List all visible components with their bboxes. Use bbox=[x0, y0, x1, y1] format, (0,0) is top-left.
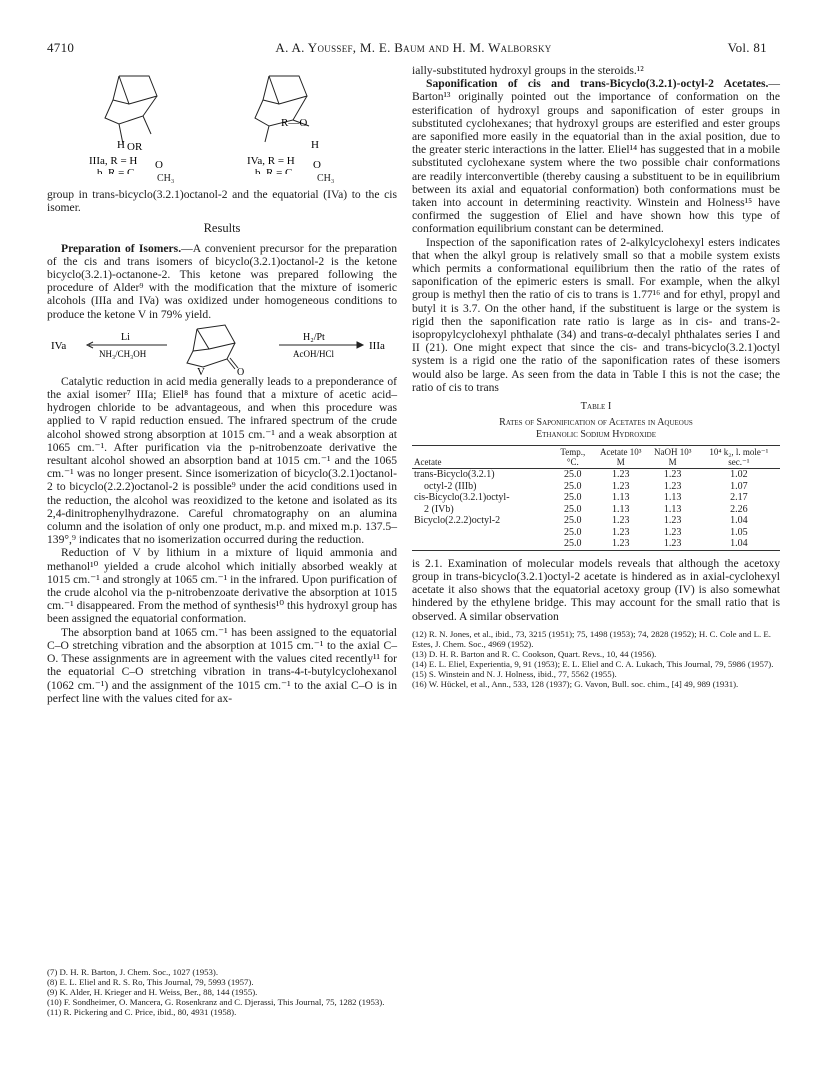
scheme-v-label: V bbox=[197, 365, 205, 375]
col-header-acetate: Acetate bbox=[412, 446, 552, 469]
table-cell: 1.23 bbox=[648, 538, 698, 550]
table-cell: 2 (IVb) bbox=[424, 503, 454, 515]
fig-methyl-labels bbox=[47, 174, 397, 188]
fig-left-or: OR bbox=[127, 141, 143, 153]
footnote-7: (7) D. H. R. Barton, J. Chem. Soc., 1027 (1953). bbox=[47, 967, 219, 977]
table-cell: octyl-2 (IIIb) bbox=[424, 480, 477, 492]
table-cell: 1.23 bbox=[611, 480, 630, 492]
table-title bbox=[412, 417, 780, 441]
footnote-14: (14) E. L. Eliel, Experientia, 9, 91 (1953); E. L. Eliel and C. A. Lukach, This Journal, 79, 5986 (1957). bbox=[412, 658, 774, 669]
table-cell: 1.23 bbox=[663, 515, 682, 527]
scheme-li-label: Li bbox=[121, 331, 130, 343]
right-footnotes bbox=[412, 629, 780, 689]
table-body bbox=[412, 469, 780, 551]
table-cell: cis-Bicyclo(3.2.1)octyl- bbox=[414, 492, 510, 504]
table-cell: 1.23 bbox=[611, 469, 630, 481]
table-cell: 25.0 bbox=[564, 526, 582, 538]
fig-left-ch3: CH₃ bbox=[157, 173, 175, 184]
col-header-naoh-conc: NaOH 10³ M bbox=[648, 446, 698, 469]
table-cell: 1.07 bbox=[730, 480, 748, 492]
fig-left-caption-b: b, R = C bbox=[97, 167, 135, 174]
right-continuation-paragraph: ially-substituted hydroxyl groups in the steroids.¹² bbox=[412, 64, 644, 77]
table-cell bbox=[412, 527, 552, 539]
col-header-rate-constant: 10⁴ k₂, l. mole⁻¹ sec.⁻¹ bbox=[698, 446, 780, 469]
table-title-line-2: Ethanolic Sodium Hydroxide bbox=[536, 429, 656, 441]
table-header-row bbox=[412, 446, 780, 469]
paragraph-inspection: Inspection of the saponification rates of 2-alkylcyclohexyl esters indicates that when the alkyl group is relatively small so that a mobile system exists which permits a conformational equilibrium then the ratio of the rates of saponification of the epimeric esters is small. For example, when the alkyl group is methyl then the ratio of cis to trans is 1.77¹⁶ and for ethyl, propyl and butyl it is 3.7. On the other hand, if the substituent is large or the system is rigid then the saponification rate ratio is large as in cis- and trans-2-isopropylcyclohexyl phthalate (34) and trans-α-decalyl phthalates series I and II (21). One might expect that since the cis- and trans-bicyclo(3.2.1)octyl system is a rigid one the ratio of the saponification rates of these isomers would also be large. As seen from the data in Table I this is not the case; the ratio of cis to trans bbox=[412, 235, 780, 394]
table-cell: 1.13 bbox=[663, 492, 682, 504]
fig-left-h: H bbox=[117, 139, 125, 151]
structure-figure-iii-iv bbox=[47, 64, 397, 174]
right-column bbox=[412, 64, 780, 689]
table-row bbox=[412, 469, 780, 481]
paragraph-preparation bbox=[47, 242, 397, 321]
fig-right-caption-a: IVa, R = H bbox=[247, 155, 295, 167]
bicyclooctanol-structures bbox=[47, 64, 397, 174]
table-cell: 25.0 bbox=[564, 480, 582, 492]
fig-right-o: O bbox=[313, 159, 321, 171]
run-in-head-preparation: Preparation of Isomers. bbox=[61, 241, 182, 255]
table-cell: 25.0 bbox=[564, 492, 582, 504]
table-cell: 1.23 bbox=[663, 526, 682, 538]
table-row bbox=[412, 481, 780, 493]
table-cell: trans-Bicyclo(3.2.1) bbox=[414, 469, 495, 481]
paragraph-preparation-body: —A convenient precursor for the preparation of the cis and trans isomers of bicyclo(3.2.1)octanol-2 is the ketone bicyclo(3.2.1)-octanone-2. This ketone was prepared following the procedure of Alder⁹ with the modification that the mixture of isomeric alcohols (IIIa and IVa) was oxidized under homogeneous conditions to produce the ketone V in 79% yield. bbox=[47, 241, 397, 321]
table-row bbox=[412, 515, 780, 527]
fig-right-ch3: CH₃ bbox=[317, 173, 335, 184]
footnote-8: (8) E. L. Eliel and R. S. Ro, This Journal, 79, 5993 (1957). bbox=[47, 977, 254, 987]
table-row bbox=[412, 538, 780, 550]
rates-table bbox=[412, 445, 780, 551]
table-cell: 1.05 bbox=[730, 526, 748, 538]
table-title-line-1: Rates of Saponification of Acetates in Aqueous bbox=[499, 417, 693, 429]
reaction-scheme bbox=[47, 321, 397, 375]
paragraph-catalytic-reduction: Catalytic reduction in acid media generally leads to a preponderance of the axial isomer⁷ IIIa; Eliel⁸ has found that a mixture of acetic acid–hydrogen chloride to be advantageous, and when this procedure was applied to V rapid reduction ensued. The infrared spectrum of the crude alcohol showed strong absorption at 1015 cm.⁻¹ and a weak absorption at 1065 cm.⁻¹. After purification via the p-nitrobenzoate derivative the resultant alcohol showed an absorption band at 1015 cm.⁻¹ and the 1065 cm.⁻¹ was no longer present. Since isomerization of bicyclo(3.2.1)octanol-2 to bicyclo(2.2.2)octanol-2 is possible⁹ under the acid conditions used in the reduction, the alcohol was reoxidized to the ketone and isolated as its 2,4-dinitrophenylhydrazone. Careful chromatography on an alumina column and the isolation of only one product, m.p. and mixed m.p. 137.5–139°,⁹ indicates that no isomerization occurred during the reduction. bbox=[47, 374, 397, 547]
paragraph-molecular-models: is 2.1. Examination of molecular models reveals that although the acetoxy group in trans-bicyclo(3.2.1)octyl-2 acetate is hindered as in axial-cyclohexyl acetate it also shows that the equatorial acetoxy group (IV) is also somewhat hindered by the ethylene bridge. This may account for the small ratio that is observed. A similar observation bbox=[412, 556, 780, 623]
table-cell: 2.26 bbox=[730, 503, 748, 515]
scheme-right-conditions: AcOH/HCl bbox=[293, 348, 334, 359]
table-cell: 1.04 bbox=[730, 515, 748, 527]
table-cell: 25.0 bbox=[564, 515, 582, 527]
col-header-temp: Temp., °C. bbox=[552, 446, 594, 469]
section-title-results: Results bbox=[203, 221, 241, 236]
table-cell: 1.02 bbox=[730, 469, 748, 481]
fig-right-ro: R—O bbox=[281, 117, 308, 129]
fig-right-h: H bbox=[311, 139, 319, 151]
page-number: 4710 bbox=[47, 40, 75, 55]
table-cell: 1.23 bbox=[663, 469, 682, 481]
table-row bbox=[412, 492, 780, 504]
scheme-o-label: O bbox=[237, 366, 245, 375]
table-row bbox=[412, 504, 780, 516]
fig-left-caption-a: IIIa, R = H bbox=[89, 155, 138, 167]
col-header-acetate-conc: Acetate 10³ M bbox=[594, 446, 648, 469]
footnote-15: (15) S. Winstein and N. J. Holness, ibid., 77, 5562 (1955). bbox=[412, 668, 617, 679]
table-row bbox=[412, 527, 780, 539]
paragraph-absorption-band: The absorption band at 1065 cm.⁻¹ has been assigned to the equatorial C–O stretching vibration and the absorption at 1015 cm.⁻¹ to the axial C–O. These assignments are in agreement with the values cited recently¹¹ for the equatorial C–O stretching vibration in trans-4-t-butylcyclohexanol (1062 cm.⁻¹) and the assignment of the 1015 cm.⁻¹ to the axial C–O is in perfect line with the values cited for ax- bbox=[47, 625, 397, 705]
table-cell: 25.0 bbox=[564, 469, 582, 481]
fig-right-caption-b: b, R = C bbox=[255, 167, 293, 174]
scheme-iiia-label: IIIa bbox=[369, 339, 385, 352]
table-cell: Bicyclo(2.2.2)octyl-2 bbox=[414, 515, 501, 527]
running-header-authors: A. A. Youssef, M. E. Baum and H. M. Walborsky bbox=[275, 40, 552, 55]
footnote-11: (11) R. Pickering and C. Price, ibid., 80, 4931 (1958). bbox=[47, 1007, 237, 1017]
footnote-10: (10) F. Sondheimer, O. Mancera, G. Rosenkranz and C. Djerassi, This Journal, 75, 1282 (1953). bbox=[47, 997, 385, 1007]
table-caption: Table I bbox=[580, 401, 612, 413]
table-cell: 1.23 bbox=[663, 480, 682, 492]
paragraph-saponification bbox=[412, 77, 780, 235]
table-cell: 1.13 bbox=[663, 503, 682, 515]
table-cell: 1.04 bbox=[698, 538, 780, 550]
footnote-13: (13) D. H. R. Barton and R. C. Cookson, Quart. Revs., 10, 44 (1956). bbox=[412, 648, 657, 659]
table-cell: 2.17 bbox=[730, 492, 748, 504]
left-column bbox=[47, 64, 397, 705]
scheme-ivb-label: IVa bbox=[51, 339, 67, 352]
table-cell: 1.13 bbox=[611, 503, 630, 515]
table-cell: 1.23 bbox=[611, 526, 630, 538]
left-intro-paragraph: group in trans-bicyclo(3.2.1)octanol-2 and the equatorial (IVa) to the cis isomer. bbox=[47, 188, 397, 215]
table-cell: 1.23 bbox=[611, 515, 630, 527]
volume-label: Vol. 81 bbox=[727, 40, 767, 55]
paragraph-saponification-body: —Barton¹³ originally pointed out the importance of conformation on the esterification of hydroxyl groups and saponification of ester groups in substituted cyclohexanes; that hydroxyl groups are esterified and ester groups are saponified more easily in the equatorial than in the axial position, due to the greater steric interactions in the latter. Eliel¹⁴ has suggested that in a mobile substituted cyclohexane system where the two possible chair conformations are readily interconvertible (thereby causing a substituent to be in equilibrium between its axial and equatorial conformation) both conformations must be taken into account in determining reactivity. Winstein and Holness¹⁵ have confirmed the suggestion of Eliel and have shown how this type of conformation equilibrium constant can be determined. bbox=[412, 77, 780, 236]
table-cell: 25.0 bbox=[564, 503, 582, 515]
footnote-12: (12) R. N. Jones, et al., ibid., 73, 3215 (1951); 75, 1498 (1953); 74, 2828 (1952); H. C. Cole and L. E. Estes, J. Chem. Soc., 4969 (1952). bbox=[412, 628, 771, 649]
left-footnotes bbox=[47, 967, 397, 1017]
scheme-h2pt-label: H₂/Pt bbox=[303, 331, 325, 343]
table-cell bbox=[412, 538, 552, 550]
reaction-scheme-svg bbox=[47, 321, 397, 375]
paragraph-lithium-reduction: Reduction of V by lithium in a mixture of liquid ammonia and methanol¹⁰ yielded a crude alcohol which initially absorbed weakly at 1015 cm.⁻¹ and strongly at 1065 cm.⁻¹ in the infrared. Upon purification of the crude alcohol via the p-nitrobenzoate derivative the absorption at 1015 cm.⁻¹ disappeared. From the method of synthesis¹⁰ this hydroxyl group has been assigned the equatorial conformation. bbox=[47, 546, 397, 626]
fig-left-o: O bbox=[155, 159, 163, 171]
scheme-left-conditions: NH₃/CH₃OH bbox=[99, 348, 147, 359]
table-cell: 1.23 bbox=[594, 538, 648, 550]
table-cell: 25.0 bbox=[552, 538, 594, 550]
footnote-9: (9) K. Alder, H. Krieger and H. Weiss, Ber., 88, 144 (1955). bbox=[47, 987, 258, 997]
table-cell: 1.13 bbox=[611, 492, 630, 504]
run-in-head-saponification: Saponification of cis and trans-Bicyclo(3.2.1)-octyl-2 Acetates. bbox=[426, 77, 769, 91]
footnote-16: (16) W. Hückel, et al., Ann., 533, 128 (1937); G. Vavon, Bull. soc. chim., [4] 49, 989 (1931). bbox=[412, 678, 739, 689]
